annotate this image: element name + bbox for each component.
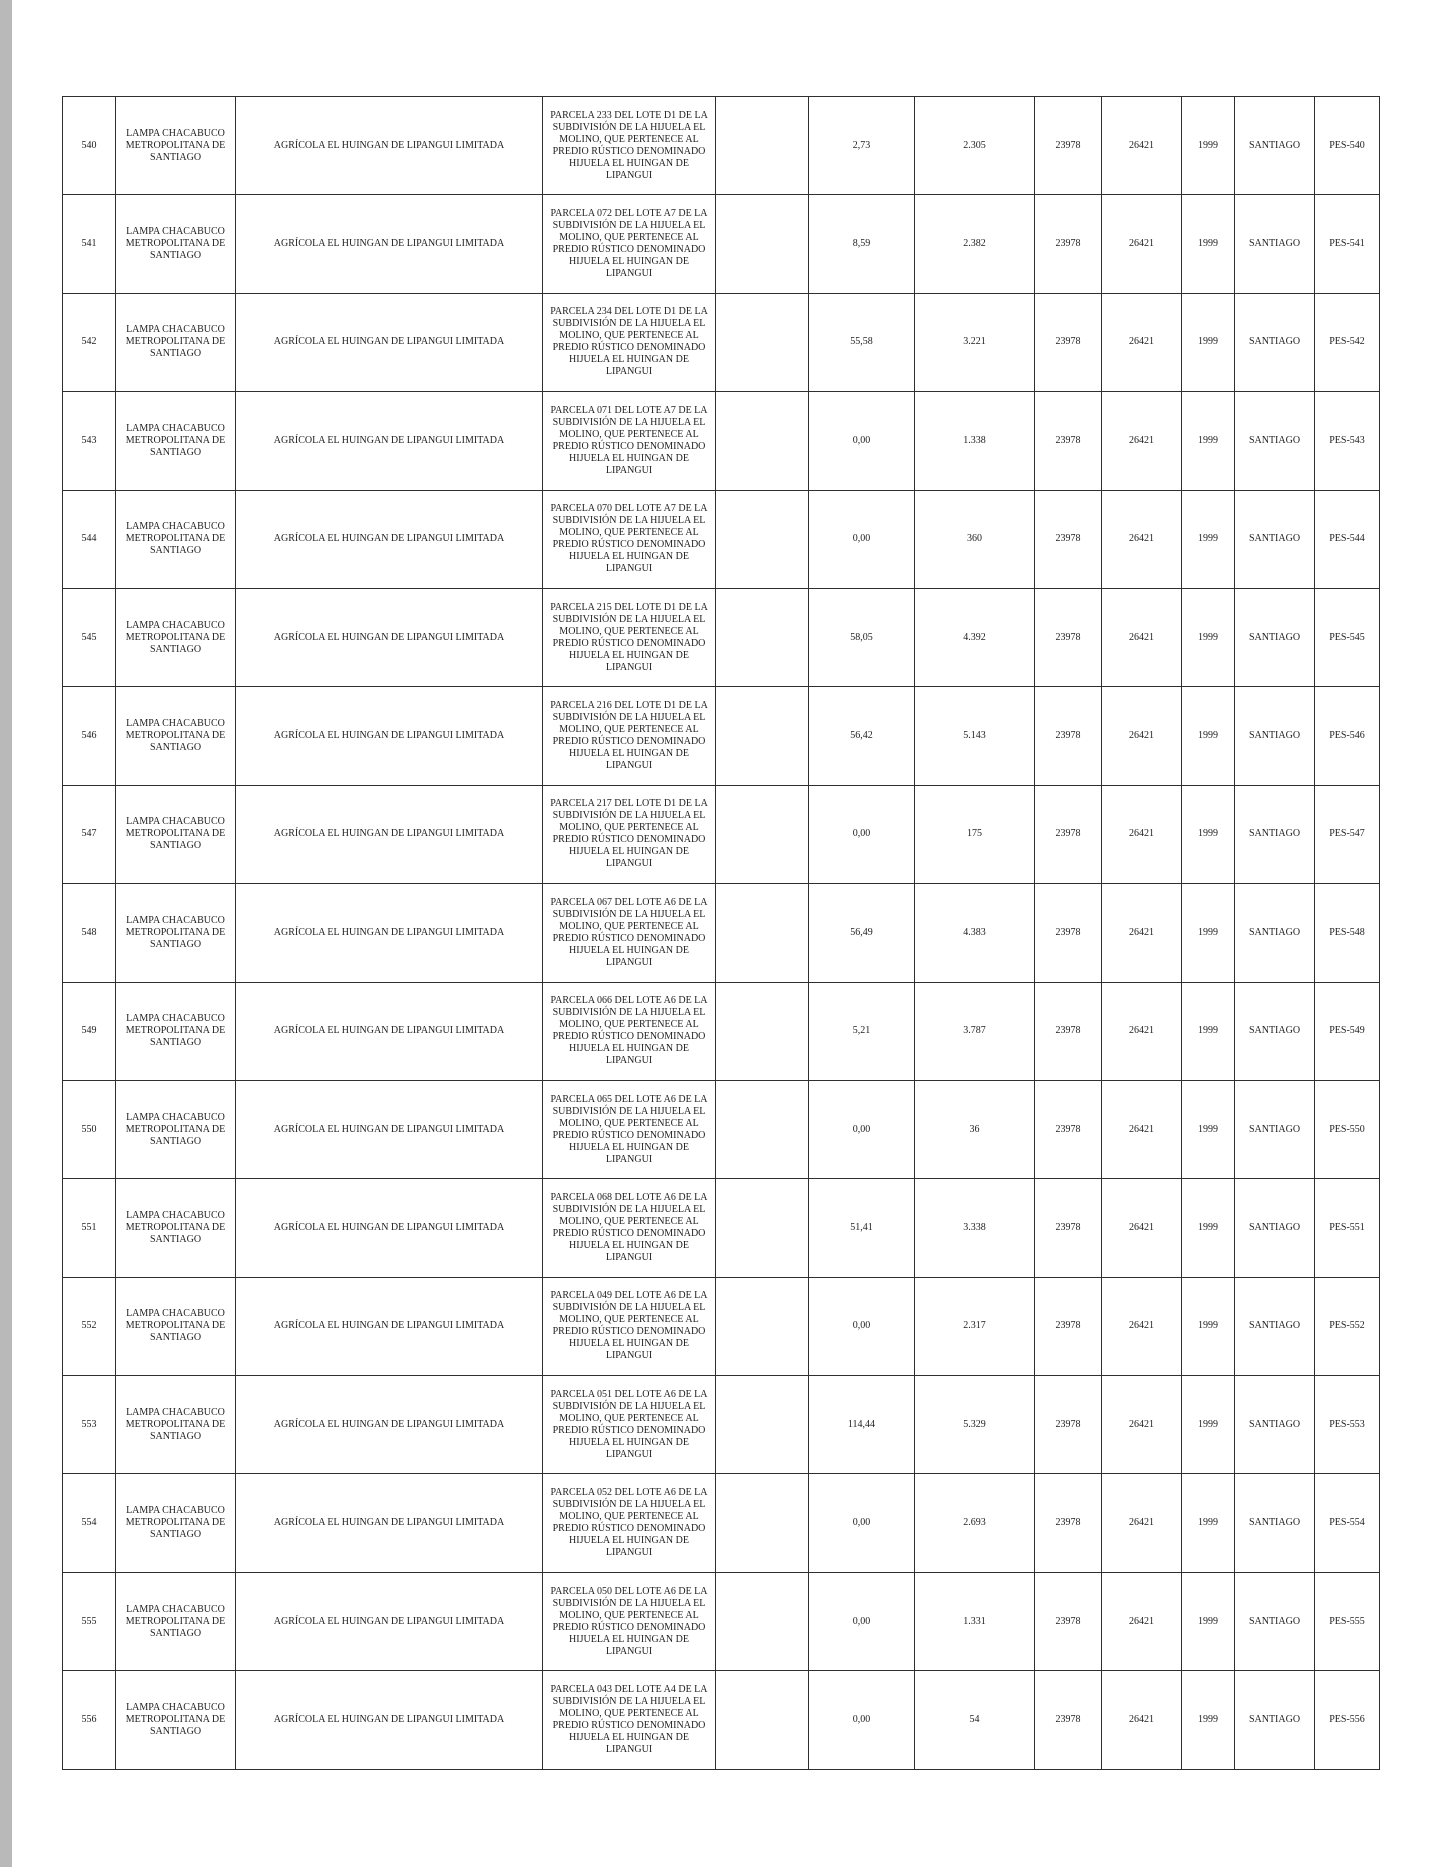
fojas-cell: 23978 bbox=[1035, 1277, 1102, 1375]
value1-cell: 51,41 bbox=[809, 1179, 915, 1277]
registry-number-cell: 26421 bbox=[1102, 1179, 1182, 1277]
owner-cell: AGRÍCOLA EL HUINGAN DE LIPANGUI LIMITADA bbox=[236, 1671, 543, 1769]
parcel-code-cell: PES-542 bbox=[1315, 293, 1380, 391]
owner-cell: AGRÍCOLA EL HUINGAN DE LIPANGUI LIMITADA bbox=[236, 687, 543, 785]
value1-cell: 56,49 bbox=[809, 884, 915, 982]
registry-cell: SANTIAGO bbox=[1235, 884, 1315, 982]
comuna-cell: LAMPA CHACABUCO METROPOLITANA DE SANTIAGO bbox=[116, 1572, 236, 1670]
fojas-cell: 23978 bbox=[1035, 1474, 1102, 1572]
comuna-cell: LAMPA CHACABUCO METROPOLITANA DE SANTIAGO bbox=[116, 97, 236, 195]
registry-number-cell: 26421 bbox=[1102, 293, 1182, 391]
registry-cell: SANTIAGO bbox=[1235, 392, 1315, 490]
parcel-description-cell: PARCELA 068 DEL LOTE A6 DE LA SUBDIVISIÓN DE LA HIJUELA EL MOLINO, QUE PERTENECE AL PREDIO RÚSTICO DENOMINADO HIJUELA EL HUINGAN DE LIPANGUI bbox=[543, 1179, 716, 1277]
comuna-cell: LAMPA CHACABUCO METROPOLITANA DE SANTIAGO bbox=[116, 1277, 236, 1375]
parcel-code-cell: PES-547 bbox=[1315, 785, 1380, 883]
empty-cell bbox=[716, 1474, 809, 1572]
table-row bbox=[63, 490, 1380, 588]
year-cell: 1999 bbox=[1182, 1179, 1235, 1277]
registry-number-cell: 26421 bbox=[1102, 392, 1182, 490]
comuna-cell: LAMPA CHACABUCO METROPOLITANA DE SANTIAGO bbox=[116, 1179, 236, 1277]
value1-cell: 0,00 bbox=[809, 1474, 915, 1572]
registry-number-cell: 26421 bbox=[1102, 1277, 1182, 1375]
year-cell: 1999 bbox=[1182, 490, 1235, 588]
parcel-description-cell: PARCELA 216 DEL LOTE D1 DE LA SUBDIVISIÓN DE LA HIJUELA EL MOLINO, QUE PERTENECE AL PREDIO RÚSTICO DENOMINADO HIJUELA EL HUINGAN DE LIPANGUI bbox=[543, 687, 716, 785]
row-number-cell: 555 bbox=[63, 1572, 116, 1670]
parcel-description-cell: PARCELA 233 DEL LOTE D1 DE LA SUBDIVISIÓN DE LA HIJUELA EL MOLINO, QUE PERTENECE AL PREDIO RÚSTICO DENOMINADO HIJUELA EL HUINGAN DE LIPANGUI bbox=[543, 97, 716, 195]
comuna-cell: LAMPA CHACABUCO METROPOLITANA DE SANTIAGO bbox=[116, 982, 236, 1080]
year-cell: 1999 bbox=[1182, 392, 1235, 490]
table-row bbox=[63, 97, 1380, 195]
parcel-description-cell: PARCELA 065 DEL LOTE A6 DE LA SUBDIVISIÓN DE LA HIJUELA EL MOLINO, QUE PERTENECE AL PREDIO RÚSTICO DENOMINADO HIJUELA EL HUINGAN DE LIPANGUI bbox=[543, 1080, 716, 1178]
row-number-cell: 547 bbox=[63, 785, 116, 883]
fojas-cell: 23978 bbox=[1035, 1572, 1102, 1670]
parcel-code-cell: PES-550 bbox=[1315, 1080, 1380, 1178]
year-cell: 1999 bbox=[1182, 1376, 1235, 1474]
registry-number-cell: 26421 bbox=[1102, 687, 1182, 785]
registry-cell: SANTIAGO bbox=[1235, 687, 1315, 785]
registry-number-cell: 26421 bbox=[1102, 884, 1182, 982]
year-cell: 1999 bbox=[1182, 293, 1235, 391]
table-row bbox=[63, 1474, 1380, 1572]
parcel-description-cell: PARCELA 049 DEL LOTE A6 DE LA SUBDIVISIÓN DE LA HIJUELA EL MOLINO, QUE PERTENECE AL PREDIO RÚSTICO DENOMINADO HIJUELA EL HUINGAN DE LIPANGUI bbox=[543, 1277, 716, 1375]
fojas-cell: 23978 bbox=[1035, 1376, 1102, 1474]
row-number-cell: 556 bbox=[63, 1671, 116, 1769]
registry-cell: SANTIAGO bbox=[1235, 195, 1315, 293]
empty-cell bbox=[716, 1277, 809, 1375]
fojas-cell: 23978 bbox=[1035, 1179, 1102, 1277]
parcel-description-cell: PARCELA 070 DEL LOTE A7 DE LA SUBDIVISIÓN DE LA HIJUELA EL MOLINO, QUE PERTENECE AL PREDIO RÚSTICO DENOMINADO HIJUELA EL HUINGAN DE LIPANGUI bbox=[543, 490, 716, 588]
registry-cell: SANTIAGO bbox=[1235, 97, 1315, 195]
empty-cell bbox=[716, 195, 809, 293]
registry-cell: SANTIAGO bbox=[1235, 1671, 1315, 1769]
year-cell: 1999 bbox=[1182, 588, 1235, 686]
parcel-description-cell: PARCELA 067 DEL LOTE A6 DE LA SUBDIVISIÓN DE LA HIJUELA EL MOLINO, QUE PERTENECE AL PREDIO RÚSTICO DENOMINADO HIJUELA EL HUINGAN DE LIPANGUI bbox=[543, 884, 716, 982]
owner-cell: AGRÍCOLA EL HUINGAN DE LIPANGUI LIMITADA bbox=[236, 392, 543, 490]
registry-cell: SANTIAGO bbox=[1235, 588, 1315, 686]
parcel-code-cell: PES-548 bbox=[1315, 884, 1380, 982]
row-number-cell: 542 bbox=[63, 293, 116, 391]
fojas-cell: 23978 bbox=[1035, 1671, 1102, 1769]
row-number-cell: 541 bbox=[63, 195, 116, 293]
owner-cell: AGRÍCOLA EL HUINGAN DE LIPANGUI LIMITADA bbox=[236, 1572, 543, 1670]
value2-cell: 54 bbox=[915, 1671, 1035, 1769]
empty-cell bbox=[716, 1572, 809, 1670]
registry-number-cell: 26421 bbox=[1102, 97, 1182, 195]
table-row bbox=[63, 392, 1380, 490]
parcel-code-cell: PES-555 bbox=[1315, 1572, 1380, 1670]
value1-cell: 0,00 bbox=[809, 1572, 915, 1670]
parcel-code-cell: PES-540 bbox=[1315, 97, 1380, 195]
empty-cell bbox=[716, 1080, 809, 1178]
comuna-cell: LAMPA CHACABUCO METROPOLITANA DE SANTIAGO bbox=[116, 1376, 236, 1474]
empty-cell bbox=[716, 97, 809, 195]
value1-cell: 0,00 bbox=[809, 785, 915, 883]
row-number-cell: 546 bbox=[63, 687, 116, 785]
value2-cell: 2.317 bbox=[915, 1277, 1035, 1375]
comuna-cell: LAMPA CHACABUCO METROPOLITANA DE SANTIAGO bbox=[116, 195, 236, 293]
year-cell: 1999 bbox=[1182, 1277, 1235, 1375]
parcel-code-cell: PES-543 bbox=[1315, 392, 1380, 490]
value1-cell: 56,42 bbox=[809, 687, 915, 785]
row-number-cell: 545 bbox=[63, 588, 116, 686]
empty-cell bbox=[716, 884, 809, 982]
empty-cell bbox=[716, 785, 809, 883]
parcel-description-cell: PARCELA 071 DEL LOTE A7 DE LA SUBDIVISIÓN DE LA HIJUELA EL MOLINO, QUE PERTENECE AL PREDIO RÚSTICO DENOMINADO HIJUELA EL HUINGAN DE LIPANGUI bbox=[543, 392, 716, 490]
value1-cell: 55,58 bbox=[809, 293, 915, 391]
value2-cell: 3.221 bbox=[915, 293, 1035, 391]
value1-cell: 114,44 bbox=[809, 1376, 915, 1474]
empty-cell bbox=[716, 1376, 809, 1474]
empty-cell bbox=[716, 982, 809, 1080]
owner-cell: AGRÍCOLA EL HUINGAN DE LIPANGUI LIMITADA bbox=[236, 785, 543, 883]
year-cell: 1999 bbox=[1182, 884, 1235, 982]
comuna-cell: LAMPA CHACABUCO METROPOLITANA DE SANTIAGO bbox=[116, 785, 236, 883]
fojas-cell: 23978 bbox=[1035, 97, 1102, 195]
value2-cell: 5.143 bbox=[915, 687, 1035, 785]
value2-cell: 5.329 bbox=[915, 1376, 1035, 1474]
year-cell: 1999 bbox=[1182, 1572, 1235, 1670]
comuna-cell: LAMPA CHACABUCO METROPOLITANA DE SANTIAGO bbox=[116, 1474, 236, 1572]
value1-cell: 0,00 bbox=[809, 392, 915, 490]
parcel-code-cell: PES-545 bbox=[1315, 588, 1380, 686]
parcel-code-cell: PES-551 bbox=[1315, 1179, 1380, 1277]
comuna-cell: LAMPA CHACABUCO METROPOLITANA DE SANTIAGO bbox=[116, 687, 236, 785]
table-row bbox=[63, 884, 1380, 982]
comuna-cell: LAMPA CHACABUCO METROPOLITANA DE SANTIAGO bbox=[116, 490, 236, 588]
fojas-cell: 23978 bbox=[1035, 884, 1102, 982]
comuna-cell: LAMPA CHACABUCO METROPOLITANA DE SANTIAGO bbox=[116, 1080, 236, 1178]
parcel-description-cell: PARCELA 215 DEL LOTE D1 DE LA SUBDIVISIÓN DE LA HIJUELA EL MOLINO, QUE PERTENECE AL PREDIO RÚSTICO DENOMINADO HIJUELA EL HUINGAN DE LIPANGUI bbox=[543, 588, 716, 686]
fojas-cell: 23978 bbox=[1035, 195, 1102, 293]
parcel-description-cell: PARCELA 043 DEL LOTE A4 DE LA SUBDIVISIÓN DE LA HIJUELA EL MOLINO, QUE PERTENECE AL PREDIO RÚSTICO DENOMINADO HIJUELA EL HUINGAN DE LIPANGUI bbox=[543, 1671, 716, 1769]
row-number-cell: 548 bbox=[63, 884, 116, 982]
value1-cell: 0,00 bbox=[809, 1671, 915, 1769]
registry-number-cell: 26421 bbox=[1102, 1080, 1182, 1178]
parcel-code-cell: PES-549 bbox=[1315, 982, 1380, 1080]
owner-cell: AGRÍCOLA EL HUINGAN DE LIPANGUI LIMITADA bbox=[236, 490, 543, 588]
table-row bbox=[63, 1572, 1380, 1670]
value2-cell: 36 bbox=[915, 1080, 1035, 1178]
registry-number-cell: 26421 bbox=[1102, 1671, 1182, 1769]
table-row bbox=[63, 982, 1380, 1080]
owner-cell: AGRÍCOLA EL HUINGAN DE LIPANGUI LIMITADA bbox=[236, 97, 543, 195]
parcel-description-cell: PARCELA 051 DEL LOTE A6 DE LA SUBDIVISIÓN DE LA HIJUELA EL MOLINO, QUE PERTENECE AL PREDIO RÚSTICO DENOMINADO HIJUELA EL HUINGAN DE LIPANGUI bbox=[543, 1376, 716, 1474]
fojas-cell: 23978 bbox=[1035, 982, 1102, 1080]
empty-cell bbox=[716, 1179, 809, 1277]
owner-cell: AGRÍCOLA EL HUINGAN DE LIPANGUI LIMITADA bbox=[236, 1080, 543, 1178]
registry-cell: SANTIAGO bbox=[1235, 1572, 1315, 1670]
parcel-code-cell: PES-544 bbox=[1315, 490, 1380, 588]
value2-cell: 1.338 bbox=[915, 392, 1035, 490]
row-number-cell: 549 bbox=[63, 982, 116, 1080]
empty-cell bbox=[716, 1671, 809, 1769]
registry-cell: SANTIAGO bbox=[1235, 1179, 1315, 1277]
table-row bbox=[63, 195, 1380, 293]
value2-cell: 2.693 bbox=[915, 1474, 1035, 1572]
row-number-cell: 554 bbox=[63, 1474, 116, 1572]
comuna-cell: LAMPA CHACABUCO METROPOLITANA DE SANTIAGO bbox=[116, 293, 236, 391]
parcel-description-cell: PARCELA 050 DEL LOTE A6 DE LA SUBDIVISIÓN DE LA HIJUELA EL MOLINO, QUE PERTENECE AL PREDIO RÚSTICO DENOMINADO HIJUELA EL HUINGAN DE LIPANGUI bbox=[543, 1572, 716, 1670]
owner-cell: AGRÍCOLA EL HUINGAN DE LIPANGUI LIMITADA bbox=[236, 1474, 543, 1572]
row-number-cell: 553 bbox=[63, 1376, 116, 1474]
parcel-description-cell: PARCELA 052 DEL LOTE A6 DE LA SUBDIVISIÓN DE LA HIJUELA EL MOLINO, QUE PERTENECE AL PREDIO RÚSTICO DENOMINADO HIJUELA EL HUINGAN DE LIPANGUI bbox=[543, 1474, 716, 1572]
year-cell: 1999 bbox=[1182, 1474, 1235, 1572]
year-cell: 1999 bbox=[1182, 1671, 1235, 1769]
value1-cell: 5,21 bbox=[809, 982, 915, 1080]
parcel-description-cell: PARCELA 234 DEL LOTE D1 DE LA SUBDIVISIÓN DE LA HIJUELA EL MOLINO, QUE PERTENECE AL PREDIO RÚSTICO DENOMINADO HIJUELA EL HUINGAN DE LIPANGUI bbox=[543, 293, 716, 391]
table-row bbox=[63, 687, 1380, 785]
parcel-code-cell: PES-546 bbox=[1315, 687, 1380, 785]
registry-number-cell: 26421 bbox=[1102, 195, 1182, 293]
registry-cell: SANTIAGO bbox=[1235, 1277, 1315, 1375]
comuna-cell: LAMPA CHACABUCO METROPOLITANA DE SANTIAGO bbox=[116, 884, 236, 982]
row-number-cell: 543 bbox=[63, 392, 116, 490]
registry-cell: SANTIAGO bbox=[1235, 785, 1315, 883]
table-row bbox=[63, 785, 1380, 883]
fojas-cell: 23978 bbox=[1035, 293, 1102, 391]
row-number-cell: 551 bbox=[63, 1179, 116, 1277]
year-cell: 1999 bbox=[1182, 687, 1235, 785]
value2-cell: 4.383 bbox=[915, 884, 1035, 982]
year-cell: 1999 bbox=[1182, 195, 1235, 293]
value2-cell: 2.305 bbox=[915, 97, 1035, 195]
table-row bbox=[63, 1179, 1380, 1277]
fojas-cell: 23978 bbox=[1035, 490, 1102, 588]
empty-cell bbox=[716, 490, 809, 588]
year-cell: 1999 bbox=[1182, 982, 1235, 1080]
table-row bbox=[63, 1671, 1380, 1769]
table-row bbox=[63, 1376, 1380, 1474]
row-number-cell: 544 bbox=[63, 490, 116, 588]
parcel-description-cell: PARCELA 072 DEL LOTE A7 DE LA SUBDIVISIÓN DE LA HIJUELA EL MOLINO, QUE PERTENECE AL PREDIO RÚSTICO DENOMINADO HIJUELA EL HUINGAN DE LIPANGUI bbox=[543, 195, 716, 293]
value1-cell: 2,73 bbox=[809, 97, 915, 195]
table-row bbox=[63, 1080, 1380, 1178]
registry-cell: SANTIAGO bbox=[1235, 490, 1315, 588]
table-row bbox=[63, 293, 1380, 391]
table-body bbox=[63, 97, 1380, 1770]
value2-cell: 2.382 bbox=[915, 195, 1035, 293]
fojas-cell: 23978 bbox=[1035, 687, 1102, 785]
registry-cell: SANTIAGO bbox=[1235, 1376, 1315, 1474]
registry-number-cell: 26421 bbox=[1102, 1474, 1182, 1572]
comuna-cell: LAMPA CHACABUCO METROPOLITANA DE SANTIAGO bbox=[116, 588, 236, 686]
fojas-cell: 23978 bbox=[1035, 1080, 1102, 1178]
value2-cell: 4.392 bbox=[915, 588, 1035, 686]
value2-cell: 1.331 bbox=[915, 1572, 1035, 1670]
registry-cell: SANTIAGO bbox=[1235, 1080, 1315, 1178]
registry-number-cell: 26421 bbox=[1102, 1376, 1182, 1474]
empty-cell bbox=[716, 392, 809, 490]
year-cell: 1999 bbox=[1182, 785, 1235, 883]
registry-number-cell: 26421 bbox=[1102, 785, 1182, 883]
parcel-code-cell: PES-553 bbox=[1315, 1376, 1380, 1474]
comuna-cell: LAMPA CHACABUCO METROPOLITANA DE SANTIAGO bbox=[116, 1671, 236, 1769]
value2-cell: 3.338 bbox=[915, 1179, 1035, 1277]
value2-cell: 360 bbox=[915, 490, 1035, 588]
table-row bbox=[63, 588, 1380, 686]
registry-number-cell: 26421 bbox=[1102, 588, 1182, 686]
parcel-code-cell: PES-541 bbox=[1315, 195, 1380, 293]
owner-cell: AGRÍCOLA EL HUINGAN DE LIPANGUI LIMITADA bbox=[236, 195, 543, 293]
value1-cell: 0,00 bbox=[809, 1277, 915, 1375]
empty-cell bbox=[716, 293, 809, 391]
document-page bbox=[12, 0, 1440, 1867]
registry-cell: SANTIAGO bbox=[1235, 293, 1315, 391]
parcel-description-cell: PARCELA 066 DEL LOTE A6 DE LA SUBDIVISIÓN DE LA HIJUELA EL MOLINO, QUE PERTENECE AL PREDIO RÚSTICO DENOMINADO HIJUELA EL HUINGAN DE LIPANGUI bbox=[543, 982, 716, 1080]
registry-number-cell: 26421 bbox=[1102, 490, 1182, 588]
row-number-cell: 540 bbox=[63, 97, 116, 195]
fojas-cell: 23978 bbox=[1035, 392, 1102, 490]
value1-cell: 0,00 bbox=[809, 1080, 915, 1178]
owner-cell: AGRÍCOLA EL HUINGAN DE LIPANGUI LIMITADA bbox=[236, 1179, 543, 1277]
owner-cell: AGRÍCOLA EL HUINGAN DE LIPANGUI LIMITADA bbox=[236, 1376, 543, 1474]
empty-cell bbox=[716, 588, 809, 686]
year-cell: 1999 bbox=[1182, 1080, 1235, 1178]
value2-cell: 3.787 bbox=[915, 982, 1035, 1080]
empty-cell bbox=[716, 687, 809, 785]
registry-number-cell: 26421 bbox=[1102, 982, 1182, 1080]
registry-cell: SANTIAGO bbox=[1235, 1474, 1315, 1572]
owner-cell: AGRÍCOLA EL HUINGAN DE LIPANGUI LIMITADA bbox=[236, 588, 543, 686]
value1-cell: 58,05 bbox=[809, 588, 915, 686]
row-number-cell: 550 bbox=[63, 1080, 116, 1178]
parcel-code-cell: PES-552 bbox=[1315, 1277, 1380, 1375]
owner-cell: AGRÍCOLA EL HUINGAN DE LIPANGUI LIMITADA bbox=[236, 884, 543, 982]
value2-cell: 175 bbox=[915, 785, 1035, 883]
parcel-registry-table bbox=[62, 96, 1380, 1770]
parcel-description-cell: PARCELA 217 DEL LOTE D1 DE LA SUBDIVISIÓN DE LA HIJUELA EL MOLINO, QUE PERTENECE AL PREDIO RÚSTICO DENOMINADO HIJUELA EL HUINGAN DE LIPANGUI bbox=[543, 785, 716, 883]
table-row bbox=[63, 1277, 1380, 1375]
fojas-cell: 23978 bbox=[1035, 588, 1102, 686]
owner-cell: AGRÍCOLA EL HUINGAN DE LIPANGUI LIMITADA bbox=[236, 982, 543, 1080]
fojas-cell: 23978 bbox=[1035, 785, 1102, 883]
value1-cell: 8,59 bbox=[809, 195, 915, 293]
owner-cell: AGRÍCOLA EL HUINGAN DE LIPANGUI LIMITADA bbox=[236, 293, 543, 391]
owner-cell: AGRÍCOLA EL HUINGAN DE LIPANGUI LIMITADA bbox=[236, 1277, 543, 1375]
registry-cell: SANTIAGO bbox=[1235, 982, 1315, 1080]
comuna-cell: LAMPA CHACABUCO METROPOLITANA DE SANTIAGO bbox=[116, 392, 236, 490]
registry-number-cell: 26421 bbox=[1102, 1572, 1182, 1670]
parcel-code-cell: PES-554 bbox=[1315, 1474, 1380, 1572]
year-cell: 1999 bbox=[1182, 97, 1235, 195]
parcel-code-cell: PES-556 bbox=[1315, 1671, 1380, 1769]
row-number-cell: 552 bbox=[63, 1277, 116, 1375]
value1-cell: 0,00 bbox=[809, 490, 915, 588]
